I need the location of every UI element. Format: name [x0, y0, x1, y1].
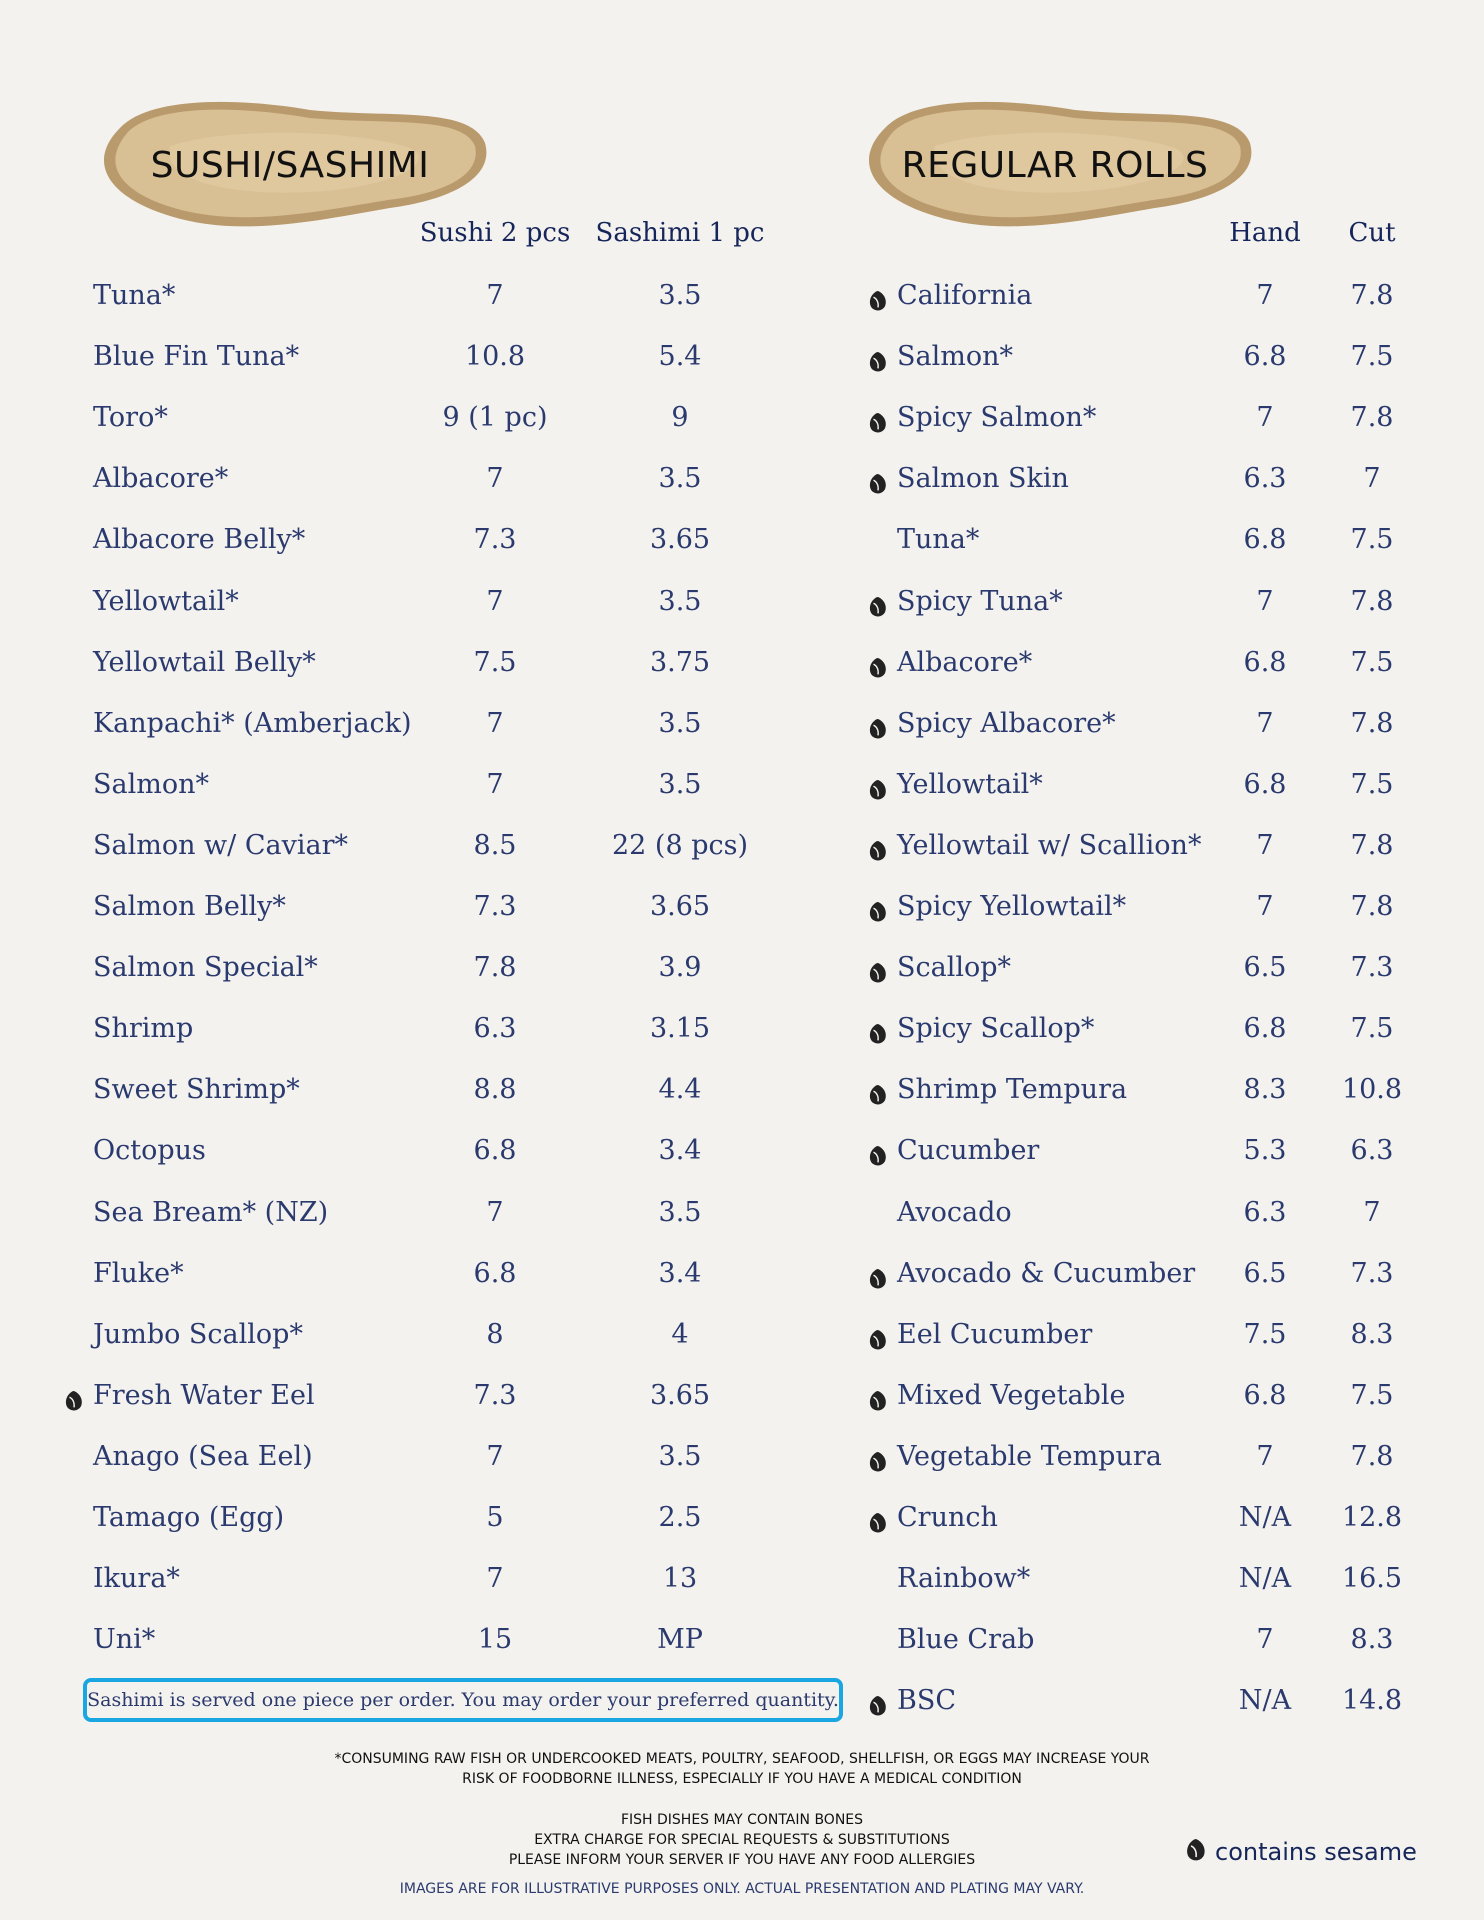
table-row — [93, 826, 793, 866]
disclaimer-line: IMAGES ARE FOR ILLUSTRATIVE PURPOSES ONLY. ACTUAL PRESENTATION AND PLATING MAY VARY. — [399, 1881, 1085, 1897]
sashimi-price: 22 (8 pcs) — [611, 829, 749, 861]
sashimi-price: 3.65 — [649, 1379, 711, 1411]
item-name: Shrimp — [93, 1013, 194, 1045]
sesame-seed-icon — [868, 1445, 888, 1467]
item-name: Cucumber — [897, 1135, 1040, 1167]
disclaimer-line: EXTRA CHARGE FOR SPECIAL REQUESTS & SUBSTITUTIONS — [534, 1832, 950, 1848]
item-name: California — [897, 280, 1033, 311]
table-row — [897, 582, 1437, 622]
hand-price: 7 — [1256, 829, 1274, 861]
table-row — [93, 765, 793, 805]
sesame-seed-icon — [868, 1384, 888, 1406]
table-row — [897, 1437, 1437, 1477]
hand-price: 6.5 — [1243, 1257, 1287, 1289]
item-name: Blue Fin Tuna* — [93, 341, 300, 373]
item-name: Crunch — [897, 1502, 998, 1533]
sushi-price: 8 — [486, 1318, 504, 1350]
item-name: Scallop* — [897, 952, 1012, 984]
hand-price: 7 — [1256, 1440, 1274, 1472]
sashimi-price: MP — [657, 1624, 703, 1656]
cut-price: 7.8 — [1350, 707, 1394, 739]
hand-price: 7 — [1256, 280, 1274, 311]
disclaimer-line: FISH DISHES MAY CONTAIN BONES — [620, 1812, 864, 1828]
table-row — [93, 276, 793, 316]
sushi-price: 6.8 — [473, 1135, 517, 1167]
cut-price: 7.5 — [1350, 341, 1394, 373]
cut-price: 8.3 — [1350, 1624, 1394, 1656]
item-name: Salmon* — [897, 341, 1013, 373]
table-row — [93, 1498, 793, 1538]
sushi-price: 8.5 — [473, 829, 517, 861]
hand-price: 7.5 — [1243, 1318, 1287, 1350]
item-name: Ikura* — [93, 1563, 180, 1595]
hand-price: 6.8 — [1243, 1379, 1287, 1411]
table-row — [93, 1620, 793, 1660]
cut-price: 7.3 — [1350, 1257, 1394, 1289]
disclaimer-line: RISK OF FOODBORNE ILLNESS, ESPECIALLY IF YOU HAVE A MEDICAL CONDITION — [462, 1771, 1022, 1787]
sashimi-price: 3.4 — [658, 1257, 702, 1289]
item-name: Fluke* — [93, 1257, 184, 1289]
sushi-price: 15 — [477, 1624, 513, 1656]
cut-price: 7.8 — [1350, 891, 1394, 922]
sesame-seed-icon — [868, 834, 888, 856]
sushi-sashimi-title-plaque — [90, 88, 490, 238]
item-name: Salmon* — [93, 768, 209, 800]
hand-price: N/A — [1238, 1502, 1292, 1533]
table-row — [897, 398, 1437, 438]
table-row — [897, 1498, 1437, 1538]
sashimi-price: 9 — [671, 402, 689, 434]
table-row — [93, 704, 793, 744]
cut-price: 7.5 — [1350, 524, 1394, 556]
sushi-price: 7 — [486, 463, 504, 495]
table-row — [93, 1070, 793, 1110]
sesame-seed-icon — [868, 1262, 888, 1284]
table-row — [93, 337, 793, 377]
sashimi-price: 3.5 — [658, 768, 702, 800]
table-row — [897, 1131, 1437, 1171]
cut-price: 7.8 — [1350, 280, 1394, 311]
sushi-price: 10.8 — [464, 341, 526, 373]
cut-price: 8.3 — [1350, 1318, 1394, 1350]
item-name: Albacore Belly* — [93, 524, 306, 556]
hand-price: 7 — [1256, 891, 1274, 922]
sushi-price: 7 — [486, 1440, 504, 1472]
table-row — [93, 520, 793, 560]
sushi-price: 7 — [486, 280, 504, 311]
sesame-seed-icon — [868, 1506, 888, 1528]
sashimi-price: 3.5 — [658, 585, 702, 617]
item-name: Blue Crab — [897, 1624, 1035, 1656]
sushi-price: 7.3 — [473, 891, 517, 922]
item-name: Fresh Water Eel — [93, 1379, 315, 1411]
sesame-seed-icon — [868, 895, 888, 917]
sushi-price: 6.3 — [473, 1013, 517, 1045]
table-row — [93, 582, 793, 622]
item-name: Sweet Shrimp* — [93, 1074, 300, 1106]
cut-col-header: Cut — [1348, 218, 1396, 248]
cut-price: 12.8 — [1341, 1502, 1403, 1533]
sesame-seed-icon — [868, 284, 888, 306]
table-row — [93, 1437, 793, 1477]
sashimi-price: 3.4 — [658, 1135, 702, 1167]
cut-price: 7.3 — [1350, 952, 1394, 984]
item-name: Yellowtail w/ Scallion* — [897, 829, 1202, 861]
sushi-col-header: Sushi 2 pcs — [419, 218, 571, 248]
sushi-price: 7 — [486, 707, 504, 739]
sashimi-col-header: Sashimi 1 pc — [595, 218, 765, 248]
item-name: Spicy Tuna* — [897, 585, 1063, 617]
sashimi-price: 3.9 — [658, 952, 702, 984]
cut-price: 7 — [1363, 1196, 1381, 1228]
sushi-price: 7 — [486, 585, 504, 617]
item-name: Salmon Skin — [897, 463, 1069, 495]
sashimi-price: 3.75 — [649, 646, 711, 678]
sashimi-price: 3.65 — [649, 524, 711, 556]
hand-price: 6.8 — [1243, 768, 1287, 800]
table-row — [93, 1315, 793, 1355]
table-row — [897, 887, 1437, 927]
item-name: Salmon Belly* — [93, 891, 286, 922]
sushi-price: 6.8 — [473, 1257, 517, 1289]
item-name: Albacore* — [897, 646, 1033, 678]
table-row — [897, 1254, 1437, 1294]
table-row — [93, 887, 793, 927]
sashimi-price: 3.5 — [658, 1196, 702, 1228]
item-name: Avocado & Cucumber — [897, 1257, 1196, 1289]
table-row — [897, 948, 1437, 988]
table-row — [897, 643, 1437, 683]
sashimi-price: 4 — [671, 1318, 689, 1350]
table-row — [93, 1193, 793, 1233]
disclaimer-line: *CONSUMING RAW FISH OR UNDERCOOKED MEATS, POULTRY, SEAFOOD, SHELLFISH, OR EGGS MAY INCREASE YOUR — [334, 1751, 1150, 1767]
item-name: Yellowtail* — [93, 585, 239, 617]
item-name: Jumbo Scallop* — [93, 1318, 303, 1350]
item-name: Shrimp Tempura — [897, 1074, 1128, 1106]
table-row — [93, 459, 793, 499]
table-row — [93, 1254, 793, 1294]
hand-col-header: Hand — [1229, 218, 1301, 248]
sesame-seed-icon — [868, 467, 888, 489]
sesame-legend-label: contains sesame — [1215, 1838, 1417, 1866]
hand-price: 6.8 — [1243, 341, 1287, 373]
item-name: Spicy Scallop* — [897, 1013, 1095, 1045]
cut-price: 7.5 — [1350, 768, 1394, 800]
cut-price: 7.8 — [1350, 585, 1394, 617]
item-name: Yellowtail Belly* — [93, 646, 316, 678]
hand-price: N/A — [1238, 1685, 1292, 1717]
table-row — [93, 398, 793, 438]
table-row — [897, 765, 1437, 805]
sesame-seed-icon — [868, 1323, 888, 1345]
table-row — [897, 1681, 1437, 1721]
sushi-price: 5 — [486, 1502, 504, 1533]
sesame-seed-icon — [868, 712, 888, 734]
sashimi-price: 3.5 — [658, 1440, 702, 1472]
hand-price: 7 — [1256, 1624, 1274, 1656]
table-row — [93, 1559, 793, 1599]
table-row — [897, 1193, 1437, 1233]
cut-price: 7.5 — [1350, 646, 1394, 678]
rolls-section-title: REGULAR ROLLS — [901, 145, 1209, 186]
sashimi-price: 3.5 — [658, 280, 702, 311]
sushi-section-title: SUSHI/SASHIMI — [150, 145, 430, 186]
sesame-seed-icon — [868, 651, 888, 673]
item-name: Eel Cucumber — [897, 1318, 1093, 1350]
item-name: Vegetable Tempura — [897, 1440, 1162, 1472]
item-name: Tamago (Egg) — [93, 1502, 285, 1533]
table-row — [897, 276, 1437, 316]
table-row — [93, 1009, 793, 1049]
sushi-price: 7.8 — [473, 952, 517, 984]
hand-price: 7 — [1256, 402, 1274, 434]
cut-price: 7.8 — [1350, 1440, 1394, 1472]
hand-price: 7 — [1256, 707, 1274, 739]
hand-price: 6.8 — [1243, 646, 1287, 678]
sushi-price: 9 (1 pc) — [442, 402, 548, 434]
table-row — [93, 1131, 793, 1171]
hand-price: 6.3 — [1243, 1196, 1287, 1228]
table-row — [93, 643, 793, 683]
sushi-price: 8.8 — [473, 1074, 517, 1106]
item-name: Toro* — [93, 402, 168, 434]
table-row — [897, 337, 1437, 377]
sushi-price: 7 — [486, 768, 504, 800]
sesame-seed-icon — [868, 1017, 888, 1039]
hand-price: 7 — [1256, 585, 1274, 617]
sesame-seed-icon — [868, 1689, 888, 1711]
item-name: Tuna* — [897, 524, 980, 556]
item-name: Avocado — [897, 1196, 1012, 1228]
table-row — [897, 1559, 1437, 1599]
cut-price: 10.8 — [1341, 1074, 1403, 1106]
cut-price: 7.8 — [1350, 402, 1394, 434]
item-name: Spicy Albacore* — [897, 707, 1116, 739]
item-name: Salmon Special* — [93, 952, 318, 984]
item-name: Sea Bream* (NZ) — [93, 1196, 329, 1228]
sesame-seed-icon — [1185, 1838, 1205, 1860]
table-row — [897, 704, 1437, 744]
hand-price: 6.5 — [1243, 952, 1287, 984]
table-row — [93, 1376, 793, 1416]
item-name: Rainbow* — [897, 1563, 1031, 1595]
table-row — [897, 1376, 1437, 1416]
sesame-seed-icon — [868, 590, 888, 612]
item-name: Octopus — [93, 1135, 206, 1167]
sashimi-price: 13 — [662, 1563, 698, 1595]
item-name: Tuna* — [93, 280, 176, 311]
sashimi-note: Sashimi is served one piece per order. You may order your preferred quantity. — [83, 1678, 843, 1722]
item-name: BSC — [897, 1685, 956, 1717]
cut-price: 14.8 — [1341, 1685, 1403, 1717]
table-row — [897, 826, 1437, 866]
sesame-seed-icon — [868, 773, 888, 795]
hand-price: 5.3 — [1243, 1135, 1287, 1167]
table-row — [93, 948, 793, 988]
sesame-seed-icon — [868, 406, 888, 428]
hand-price: 8.3 — [1243, 1074, 1287, 1106]
table-row — [897, 1315, 1437, 1355]
table-row — [897, 1009, 1437, 1049]
item-name: Mixed Vegetable — [897, 1379, 1126, 1411]
cut-price: 6.3 — [1350, 1135, 1394, 1167]
cut-price: 7.5 — [1350, 1379, 1394, 1411]
disclaimer-line: PLEASE INFORM YOUR SERVER IF YOU HAVE ANY FOOD ALLERGIES — [508, 1852, 976, 1868]
table-row — [897, 520, 1437, 560]
sashimi-price: 3.5 — [658, 463, 702, 495]
table-row — [897, 459, 1437, 499]
sushi-price: 7.3 — [473, 1379, 517, 1411]
item-name: Kanpachi* (Amberjack) — [93, 707, 412, 739]
sushi-price: 7.3 — [473, 524, 517, 556]
cut-price: 7 — [1363, 463, 1381, 495]
item-name: Spicy Salmon* — [897, 402, 1097, 434]
table-row — [897, 1070, 1437, 1110]
item-name: Salmon w/ Caviar* — [93, 829, 348, 861]
sushi-price: 7 — [486, 1563, 504, 1595]
regular-rolls-title-plaque — [855, 88, 1255, 238]
sesame-seed-icon — [868, 1078, 888, 1100]
item-name: Spicy Yellowtail* — [897, 891, 1127, 922]
item-name: Albacore* — [93, 463, 229, 495]
cut-price: 16.5 — [1341, 1563, 1403, 1595]
item-name: Yellowtail* — [897, 768, 1043, 800]
hand-price: 6.8 — [1243, 524, 1287, 556]
sashimi-price: 3.15 — [649, 1013, 711, 1045]
cut-price: 7.8 — [1350, 829, 1394, 861]
sashimi-price: 3.5 — [658, 707, 702, 739]
item-name: Uni* — [93, 1624, 156, 1656]
hand-price: N/A — [1238, 1563, 1292, 1595]
hand-price: 6.3 — [1243, 463, 1287, 495]
sushi-price: 7.5 — [473, 646, 517, 678]
sesame-legend — [1185, 1836, 1417, 1866]
table-row — [897, 1620, 1437, 1660]
sashimi-price: 4.4 — [658, 1074, 702, 1106]
sesame-seed-icon — [64, 1384, 84, 1406]
hand-price: 6.8 — [1243, 1013, 1287, 1045]
sesame-seed-icon — [868, 1139, 888, 1161]
sesame-seed-icon — [868, 956, 888, 978]
sushi-price: 7 — [486, 1196, 504, 1228]
cut-price: 7.5 — [1350, 1013, 1394, 1045]
sashimi-price: 3.65 — [649, 891, 711, 922]
sashimi-price: 5.4 — [658, 341, 702, 373]
sashimi-price: 2.5 — [658, 1502, 702, 1533]
item-name: Anago (Sea Eel) — [93, 1440, 313, 1472]
sesame-seed-icon — [868, 345, 888, 367]
